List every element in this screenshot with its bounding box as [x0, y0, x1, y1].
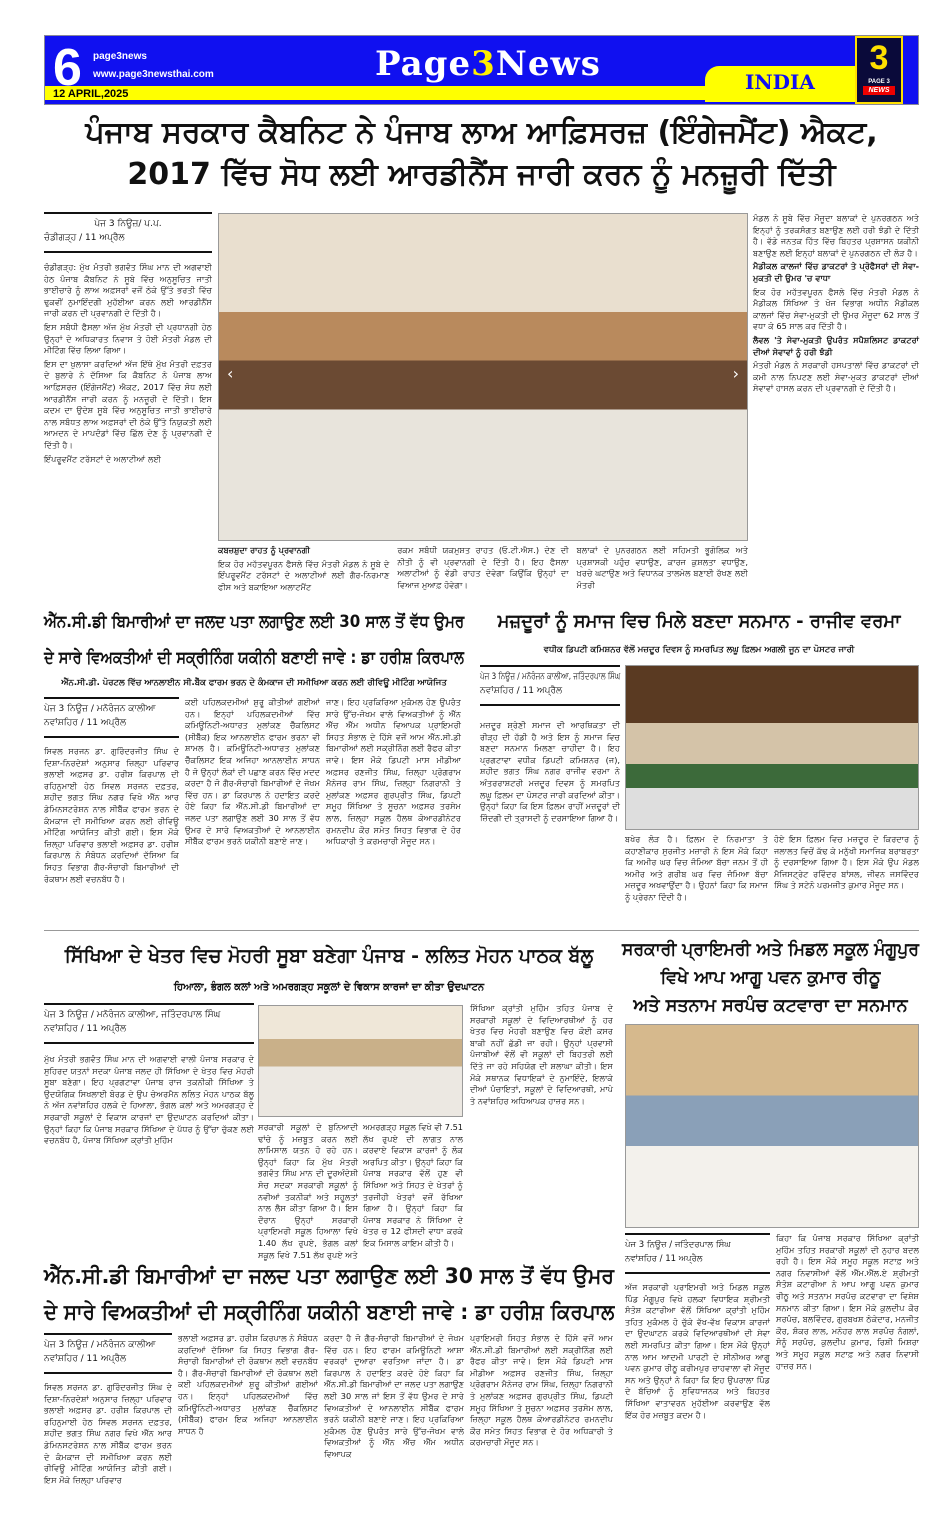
social-handle: page3news [93, 51, 147, 62]
article1-left-column: ਚੰਡੀਗੜ੍ਹ: ਮੁੱਖ ਮੰਤਰੀ ਭਗਵੰਤ ਸਿੰਘ ਮਾਨ ਦੀ ਅਗਵਾਈ ਹੇਠ ਪੰਜਾਬ ਕੈਬਨਿਟ ਨੇ ਸੂਬੇ ਵਿੱਚ ਅਨੁਸੂਚਿਤ ਜਾਤੀ ਭਾਈਚਾਰੇ ਨੂੰ ਲਾਅ ਅਫ਼ਸਰਾਂ ਵਜੋਂ ਠੇਕੇ ਉੱਤੇ ਭਰਤੀ ਵਿੱਚ ਢੁਕਵੀਂ ਨੁਮਾਇੰਦਗੀ ਮੁਹੱਈਆ ਕਰਨ ਲਈ ਆਰਡੀਨੈਂਸ ਜਾਰੀ ਕਰਨ ਦੀ ਪ੍ਰਵਾਨਗੀ ਦੇ ਦਿੱਤੀ ਹੈ। ਇਸ ਸਬੰਧੀ ਫੈਸਲਾ ਅੱਜ ਮੁੱਖ ਮੰਤਰੀ ਦੀ ਪ੍ਰਧਾਨਗੀ ਹੇਠ ਉਨ੍ਹਾਂ ਦੇ ਅਧਿਕਾਰਤ ਨਿਵਾਸ ਤੇ ਹੋਈ ਮੰਤਰੀ ਮੰਡਲ ਦੀ ਮੀਟਿੰਗ ਵਿੱਚ ਲਿਆ ਗਿਆ। ਇਸ ਦਾ ਖੁਲਾਸਾ ਕਰਦਿਆਂ ਅੱਜ ਇੱਥੇ ਮੁੱਖ ਮੰਤਰੀ ਦਫ਼ਤਰ ਦੇ ਬੁਲਾਰੇ ਨੇ ਦੱਸਿਆ ਕਿ ਕੈਬਨਿਟ ਨੇ ਪੰਜਾਬ ਲਾਅ ਆਫ਼ਿਸਰਜ਼ (ਇੰਗੇਜਮੈਂਟ) ਐਕਟ, 2017 ਵਿੱਚ ਸੋਧ ਲਈ ਆਰਡੀਨੈਂਸ ਜਾਰੀ ਕਰਨ ਨੂੰ ਮਨਜ਼ੂਰੀ ਦੇ ਦਿੱਤੀ। ਇਸ ਕਦਮ ਦਾ ਉਦੇਸ਼ ਸੂਬੇ ਵਿੱਚ ਅਨੁਸੂਚਿਤ ਜਾਤੀ ਭਾਈਚਾਰੇ ਨਾਲ ਸਬੰਧਤ ਲਾਅ ਅਫ਼ਸਰਾਂ ਦੀ ਠੇਕੇ ਉੱਤੇ ਨਿਯੁਕਤੀ ਲਈ ਆਮਦਨ ਦੇ ਮਾਪਦੰਡਾਂ ਵਿੱਚ ਛਿੱਲ ਦੇਣ ਨੂੰ ਪ੍ਰਵਾਨਗੀ ਦੇ ਦਿੱਤੀ ਹੈ। ਇੰਪਰੂਵਮੈਂਟ ਟਰੱਸਟਾਂ ਦੇ ਅਲਾਟੀਆਂ ਲਈ [44, 262, 212, 464]
carousel-prev-icon[interactable]: ‹ [227, 364, 234, 383]
page3-logo-badge: 3 PAGE 3 NEWS [855, 36, 903, 104]
article4-column-4: ਸਿੱਖਿਆ ਕ੍ਰਾਂਤੀ ਮੁਹਿੰਮ ਤਹਿਤ ਪੰਜਾਬ ਦੇ ਸਰਕਾਰੀ ਸਕੂਲਾਂ ਦੇ ਵਿਦਿਆਰਥੀਆਂ ਨੂੰ ਹਰ ਖੇਤਰ ਵਿਚ ਮੋਹਰੀ ਬਣਾਉਣ ਵਿਚ ਕੋਈ ਕਸਰ ਬਾਕੀ ਨਹੀਂ ਛੱਡੀ ਜਾ ਰਹੀ। ਉਨ੍ਹਾਂ ਪ੍ਰਵਾਸੀ ਪੰਜਾਬੀਆਂ ਵੱਲੋਂ ਵੀ ਸਕੂਲਾਂ ਦੀ ਬਿਹਤਰੀ ਲਈ ਦਿੱਤੇ ਜਾ ਰਹੇ ਸਹਿਯੋਗ ਦੀ ਸ਼ਲਾਘਾ ਕੀਤੀ। ਇਸ ਮੌਕੇ ਸਥਾਨਕ ਵਿਧਾਇਕਾਂ ਦੇ ਨੁਮਾਇੰਦੇ, ਇਲਾਕੇ ਦੀਆਂ ਪੰਚਾਇਤਾਂ, ਸਕੂਲਾਂ ਦੇ ਵਿਦਿਆਰਥੀ, ਮਾਪੇ ਤੇ ਨਵਾਂਸ਼ਹਿਰ ਅਧਿਆਪਕ ਹਾਜ਼ਰ ਸਨ। [470, 1003, 613, 1106]
article6-column-2: ਭਲਾਈ ਅਫ਼ਸਰ ਡਾ. ਹਰੀਸ਼ ਕਿਰਪਾਲ ਨੇ ਸੰਬੋਧਨ ਕਰਦਿਆਂ ਦੱਸਿਆ ਕਿ ਸਿਹਤ ਵਿਭਾਗ ਗੈਰ-ਸੰਚਾਰੀ ਬਿਮਾਰੀਆਂ ਦੀ ਰੋਕਥਾਮ ਲਈ ਵਚਨਬੱਧ ਹੈ। ਗੈਰ-ਸੰਚਾਰੀ ਬਿਮਾਰੀਆਂ ਦੀ ਰੋਕਥਾਮ ਲਈ ਕਈ ਪਹਿਲਕਦਮੀਆਂ ਸ਼ੁਰੂ ਕੀਤੀਆਂ ਗਈਆਂ ਹਨ। ਇਨ੍ਹਾਂ ਪਹਿਲਕਦਮੀਆਂ ਵਿੱਚ ਕਮਿਊਨਿਟੀ-ਅਧਾਰਤ ਮੁਲਾਂਕਣ ਚੈੱਕਲਿਸਟ (ਸੀਬੈੱਕ) ਫਾਰਮ ਇਕ ਅਜਿਹਾ ਆਨਲਾਈਨ ਸਾਧਨ ਹੈ [178, 1333, 318, 1436]
cabinet-meeting-photo [218, 213, 748, 541]
school-inauguration-photo [258, 1005, 463, 1117]
article2-column-3: ਜਾਣ। ਇਹ ਪ੍ਰਕਿਰਿਆ ਮੁਕੰਮਲ ਹੋਣ ਉਪਰੰਤ ਸਾਰੇ ਉੱਚ-ਜੋਖਮ ਵਾਲੇ ਵਿਅਕਤੀਆਂ ਨੂੰ ਐੱਨ ਐੱਚ ਐੱਮ ਅਧੀਨ ਵਿਆਪਕ ਪ੍ਰਾਇਮਰੀ ਸਿਹਤ ਸੰਭਾਲ ਦੇ ਹਿੱਸੇ ਵਜੋਂ ਆਮ ਐੱਨ.ਸੀ.ਡੀ ਬਿਮਾਰੀਆਂ ਲਈ ਸਕ੍ਰੀਨਿੰਗ ਲਈ ਰੈਫਰ ਕੀਤਾ ਜਾਵੇ। ਇਸ ਮੌਕੇ ਡਿਪਟੀ ਮਾਸ ਮੀਡੀਆ ਅਫ਼ਸਰ ਰਣਜੀਤ ਸਿੰਘ, ਜ਼ਿਲ੍ਹਾ ਪ੍ਰੋਗਰਾਮ ਮੈਨੇਜਰ ਰਾਮ ਸਿੰਘ, ਜ਼ਿਲ੍ਹਾ ਨਿਗਰਾਨੀ ਤੇ ਮੁਲਾਂਕਣ ਅਫ਼ਸਰ ਗੁਰਪ੍ਰੀਤ ਸਿੰਘ, ਡਿਪਟੀ ਸਮੂਹ ਸਿੱਖਿਆ ਤੇ ਸੂਚਨਾ ਅਫ਼ਸਰ ਤਰਸੇਮ ਲਾਲ, ਜ਼ਿਲ੍ਹਾ ਸਕੂਲ ਹੈਲਥ ਕੋਆਰਡੀਨੇਟਰ ਰਮਨਦੀਪ ਕੌਰ ਸਮੇਤ ਸਿਹਤ ਵਿਭਾਗ ਦੇ ਹੋਰ ਅਧਿਕਾਰੀ ਤੇ ਕਰਮਚਾਰੀ ਮੌਜੂਦ ਸਨ। [326, 697, 461, 847]
article4-column-2: ਸਰਕਾਰੀ ਸਕੂਲਾਂ ਦੇ ਬੁਨਿਆਦੀ ਢਾਂਚੇ ਨੂੰ ਮਜ਼ਬੂਤ ਕਰਨ ਲਈ ਲਾਮਿਸਾਲ ਯਤਨ ਹੋ ਰਹੇ ਹਨ। ਉਨ੍ਹਾਂ ਕਿਹਾ ਕਿ ਮੁੱਖ ਮੰਤਰੀ ਭਗਵੰਤ ਸਿੰਘ ਮਾਨ ਦੀ ਦੂਰਅੰਦੇਸ਼ੀ ਸੋਚ ਸਦਕਾ ਸਰਕਾਰੀ ਸਕੂਲਾਂ ਨੂੰ ਨਵੀਆਂ ਤਕਨੀਕਾਂ ਅਤੇ ਸਹੂਲਤਾਂ ਨਾਲ ਲੈਸ ਕੀਤਾ ਗਿਆ ਹੈ। ਇਸ ਦੌਰਾਨ ਉਨ੍ਹਾਂ ਸਰਕਾਰੀ ਪ੍ਰਾਇਮਰੀ ਸਕੂਲ ਹਿਆਲਾ ਵਿਖੇ 1.40 ਲੱਖ ਰੁਪਏ, ਭੰਗਲ ਕਲਾਂ ਸਕੂਲ ਵਿਖੇ 7.51 ਲੱਖ ਰੁਪਏ ਅਤੇ [258, 1122, 358, 1260]
article6-column-1: ਸਿਵਲ ਸਰਜਨ ਡਾ. ਗੁਰਿੰਦਰਜੀਤ ਸਿੰਘ ਦੇ ਦਿਸ਼ਾ-ਨਿਰਦੇਸ਼ਾਂ ਅਨੁਸਾਰ ਜ਼ਿਲ੍ਹਾ ਪਰਿਵਾਰ ਭਲਾਈ ਅਫ਼ਸਰ ਡਾ. ਹਰੀਸ਼ ਕਿਰਪਾਲ ਦੀ ਰਹਿਨੁਮਾਈ ਹੇਠ ਸਿਵਲ ਸਰਜਨ ਦਫ਼ਤਰ, ਸ਼ਹੀਦ ਭਗਤ ਸਿੰਘ ਨਗਰ ਵਿਖੇ ਐੱਨ ਆਰ ਡੇਮਿਨਸਟਰੇਸ਼ਨ ਨਾਲ ਸੀਬੈੱਕ ਫਾਰਮ ਭਰਨ ਦੇ ਕੰਮਕਾਜ ਦੀ ਸਮੀਖਿਆ ਕਰਨ ਲਈ ਰੀਵਿਊ ਮੀਟਿੰਗ ਆਯੋਜਿਤ ਕੀਤੀ ਗਈ। ਇਸ ਮੌਕੇ ਜ਼ਿਲ੍ਹਾ ਪਰਿਵਾਰ [44, 1382, 172, 1485]
newspaper-logo: Page3News [375, 44, 601, 84]
article6-headline: ਐੱਨ.ਸੀ.ਡੀ ਬਿਮਾਰੀਆਂ ਦਾ ਜਲਦ ਪਤਾ ਲਗਾਉਣ ਲਈ 30 ਸਾਲ ਤੋਂ ਵੱਧ ਉਮਰ ਦੇ ਸਾਰੇ ਵਿਅਕਤੀਆਂ ਦੀ ਸਕ੍ਰੀਨਿੰਗ ਯਕੀਨੀ ਬਣਾਈ ਜਾਵੇ : ਡਾ ਹਰੀਸ਼ ਕਿਰਪਾਲ [44, 1264, 615, 1324]
article3-column-1: ਮਜ਼ਦੂਰ ਸ਼੍ਰੇਣੀ ਸਮਾਜ ਦੀ ਆਰਥਿਕਤਾ ਦੀ ਰੀੜ੍ਹ ਦੀ ਹੱਡੀ ਹੈ ਅਤੇ ਇਸ ਨੂੰ ਸਮਾਜ ਵਿਚ ਬਣਦਾ ਸਨਮਾਨ ਮਿਲਣਾ ਚਾਹੀਦਾ ਹੈ। ਇਹ ਪ੍ਰਗਟਾਵਾ ਵਧੀਕ ਡਿਪਟੀ ਕਮਿਸ਼ਨਰ (ਜ), ਸ਼ਹੀਦ ਭਗਤ ਸਿੰਘ ਨਗਰ ਰਾਜੀਵ ਵਰਮਾ ਨੇ ਅੰਤਰਰਾਸ਼ਟਰੀ ਮਜ਼ਦੂਰ ਦਿਵਸ ਨੂੰ ਸਮਰਪਿਤ ਲਘੂ ਫ਼ਿਲਮ ਦਾ ਪੋਸਟਰ ਜਾਰੀ ਕਰਦਿਆਂ ਕੀਤਾ। ਉਨ੍ਹਾਂ ਕਿਹਾ ਕਿ ਇਸ ਫ਼ਿਲਮ ਰਾਹੀਂ ਮਜ਼ਦੂਰਾਂ ਦੀ ਜ਼ਿੰਦਗੀ ਦੀ ਤ੍ਰਾਸਦੀ ਨੂੰ ਦਰਸਾਇਆ ਗਿਆ ਹੈ। [480, 720, 620, 823]
article5-column-1: ਅੱਜ ਸਰਕਾਰੀ ਪ੍ਰਾਇਮਰੀ ਅਤੇ ਮਿਡਲ ਸਕੂਲ ਪਿੰਡ ਮੰਗੂਪੁਰ ਵਿਖੇ ਹਲਕਾ ਵਿਧਾਇਕ ਸ਼੍ਰੀਮਤੀ ਸੰਤੋਸ਼ ਕਟਾਰੀਆ ਵੱਲੋਂ ਸਿੱਖਿਆ ਕ੍ਰਾਂਤੀ ਮੁਹਿੰਮ ਤਹਿਤ ਮੁਕੰਮਲ ਹੋ ਚੁੱਕੇ ਵੱਖ-ਵੱਖ ਵਿਕਾਸ ਕਾਰਜਾਂ ਦਾ ਉਦਘਾਟਨ ਕਰਕੇ ਵਿਦਿਆਰਥੀਆਂ ਦੀ ਸੇਵਾ ਲਈ ਸਮਰਪਿਤ ਕੀਤਾ ਗਿਆ। ਇਸ ਮੌਕੇ ਉਨ੍ਹਾਂ ਨਾਲ ਆਮ ਆਦਮੀ ਪਾਰਟੀ ਦੇ ਸੀਨੀਅਰ ਆਗੂ ਪਵਨ ਕੁਮਾਰ ਰੀਠੂ ਕਰੀਮਪੁਰ ਚਾਹਵਾਲਾ ਵੀ ਮੌਜੂਦ ਸਨ ਅਤੇ ਉਨ੍ਹਾਂ ਨੇ ਕਿਹਾ ਕਿ ਇਹ ਉਪਰਾਲਾ ਪਿੰਡ ਦੇ ਬੱਚਿਆਂ ਨੂੰ ਸੁਵਿਧਾਜਨਕ ਅਤੇ ਬਿਹਤਰ ਸਿੱਖਿਆ ਵਾਤਾਵਰਨ ਮੁਹੱਈਆ ਕਰਵਾਉਣ ਵੱਲ ਇੱਕ ਹੋਰ ਮਜ਼ਬੂਤ ਕਦਮ ਹੈ। [625, 1282, 770, 1420]
article2-byline: ਪੇਜ 3 ਨਿਊਜ਼ / ਮਨੋਰੰਜਨ ਕਾਲੀਆ ਨਵਾਂਸ਼ਹਿਰ / 11 ਅਪ੍ਰੈਲ [44, 697, 179, 738]
website-link[interactable]: www.page3newsthai.com [93, 69, 214, 80]
article4-byline: ਪੇਜ 3 ਨਿਊਜ਼ / ਮਨੋਰੰਜਨ ਕਾਲੀਆ, ਜਤਿੰਦਰਪਾਲ ਸਿੰਘ ਨਵਾਂਸ਼ਹਿਰ / 11 ਅਪ੍ਰੈਲ [44, 1003, 254, 1044]
article4-column-3: ਅਮਰਗੜ੍ਹ ਸਕੂਲ ਵਿਖੇ ਵੀ 7.51 ਲੱਖ ਰੁਪਏ ਦੀ ਲਾਗਤ ਨਾਲ ਕਰਵਾਏ ਵਿਕਾਸ ਕਾਰਜਾਂ ਨੂੰ ਲੋਕ ਅਰਪਿਤ ਕੀਤਾ। ਉਨ੍ਹਾਂ ਕਿਹਾ ਕਿ ਪੰਜਾਬ ਸਰਕਾਰ ਵੱਲੋਂ ਹੁਣ ਵੀ ਸਿੱਖਿਆ ਅਤੇ ਸਿਹਤ ਦੇ ਖੇਤਰਾਂ ਨੂੰ ਤਰਜੀਹੀ ਖੇਤਰਾਂ ਵਜੋਂ ਰੱਖਿਆ ਗਿਆ ਹੈ। ਉਨ੍ਹਾਂ ਕਿਹਾ ਕਿ ਪੰਜਾਬ ਸਰਕਾਰ ਨੇ ਸਿੱਖਿਆ ਦੇ ਖੇਤਰ ਚ 12 ਫੀਸਦੀ ਵਾਧਾ ਕਰਕੇ ਇਕ ਮਿਸਾਲ ਕਾਇਮ ਕੀਤੀ ਹੈ। [363, 1122, 463, 1248]
article5-headline: ਸਰਕਾਰੀ ਪ੍ਰਾਇਮਰੀ ਅਤੇ ਮਿਡਲ ਸਕੂਲ ਮੰਗੂਪੁਰ ਵਿਖੇ ਆਪ ਆਗੂ ਪਵਨ ਕੁਮਾਰ ਰੀਠੂ ਅਤੇ ਸਤਨਾਮ ਸਰਪੰਚ ਕਟਵਾਰਾ ਦਾ ਸਨਮਾਨ [622, 940, 919, 1016]
article4-column-1: ਮੁੱਖ ਮੰਤਰੀ ਭਗਵੰਤ ਸਿੰਘ ਮਾਨ ਦੀ ਅਗਵਾਈ ਵਾਲੀ ਪੰਜਾਬ ਸਰਕਾਰ ਦੇ ਸੁਹਿਰਦ ਯਤਨਾਂ ਸਦਕਾ ਪੰਜਾਬ ਜਲਦ ਹੀ ਸਿੱਖਿਆ ਦੇ ਖੇਤਰ ਵਿਚ ਮੋਹਰੀ ਸੂਬਾ ਬਣੇਗਾ। ਇਹ ਪ੍ਰਗਟਾਵਾ ਪੰਜਾਬ ਰਾਜ ਤਕਨੀਕੀ ਸਿੱਖਿਆ ਤੇ ਉਦਯੋਗਿਕ ਸਿਖਲਾਈ ਬੋਰਡ ਦੇ ਉਪ ਚੇਅਰਮੈਨ ਲਲਿਤ ਮੋਹਨ ਪਾਠਕ ਬੱਲੂ ਨੇ ਅੱਜ ਨਵਾਂਸ਼ਹਿਰ ਹਲਕੇ ਦੇ ਹਿਆਲਾ, ਭੰਗਲ ਕਲਾਂ ਅਤੇ ਅਮਰਗੜ੍ਹ ਦੇ ਸਰਕਾਰੀ ਸਕੂਲਾਂ ਦੇ ਵਿਕਾਸ ਕਾਰਜਾਂ ਦਾ ਉਦਘਾਟਨ ਕਰਦਿਆਂ ਕੀਤਾ। ਉਨ੍ਹਾਂ ਕਿਹਾ ਕਿ ਪੰਜਾਬ ਸਰਕਾਰ ਸਿੱਖਿਆ ਦੇ ਪੱਧਰ ਨੂੰ ਉੱਚਾ ਚੁੱਕਣ ਲਈ ਵਚਨਬੱਧ ਹੈ, ਪੰਜਾਬ ਸਿੱਖਿਆ ਕ੍ਰਾਂਤੀ ਮੁਹਿੰਮ [44, 1054, 254, 1146]
article1-headline: ਪੰਜਾਬ ਸਰਕਾਰ ਕੈਬਨਿਟ ਨੇ ਪੰਜਾਬ ਲਾਅ ਆਫ਼ਿਸਰਜ਼ (ਇੰਗੇਜਮੈਂਟ) ਐਕਟ, 2017 ਵਿੱਚ ਸੋਧ ਲਈ ਆਰਡੀਨੈਂਸ ਜਾਰੀ ਕਰਨ ਨੂੰ ਮਨਜ਼ੂਰੀ ਦਿੱਤੀ [85, 115, 878, 192]
school-honour-photo [625, 1024, 919, 1228]
article1-photo-captions: ਕਬਜ਼ਸ਼ੁਦਾ ਰਾਹਤ ਨੂੰ ਪ੍ਰਵਾਨਗੀ ਇਕ ਹੋਰ ਮਹੱਤਵਪੂਰਨ ਫੈਸਲੇ ਵਿੱਚ ਮੰਤਰੀ ਮੰਡਲ ਨੇ ਸੂਬੇ ਦੇ ਇੰਪਰੂਵਮੈਂਟ ਟਰੱਸਟਾਂ ਦੇ ਅਲਾਟੀਆਂ ਲਈ ਗੈਰ-ਨਿਰਮਾਣ ਫੀਸ ਅਤੇ ਬਕਾਇਆ ਅਲਾਟਮੈਂਟ ਰਕਮ ਸਬੰਧੀ ਯਕਮੁਸ਼ਤ ਰਾਹਤ (ਓ.ਟੀ.ਐਸ.) ਦੇਣ ਦੀ ਨੀਤੀ ਨੂੰ ਵੀ ਪ੍ਰਵਾਨਗੀ ਦੇ ਦਿੱਤੀ ਹੈ। ਇਹ ਫੈਸਲਾ ਅਲਾਟੀਆਂ ਨੂੰ ਵੱਡੀ ਰਾਹਤ ਦੇਵੇਗਾ ਕਿਉਂਕਿ ਉਨ੍ਹਾਂ ਦਾ ਵਿਆਜ ਮੁਆਫ਼ ਹੋਵੇਗਾ। ਬਲਾਕਾਂ ਦੇ ਪੁਨਰਗਠਨ ਲਈ ਸਹਿਮਤੀ ਭੂਗੋਲਿਕ ਅਤੇ ਪ੍ਰਸ਼ਾਸਕੀ ਪਹੁੰਚ ਵਧਾਉਣ, ਕਾਰਜ ਕੁਸ਼ਲਤਾ ਵਧਾਉਣ, ਖ਼ਰਚੇ ਘਟਾਉਣ ਅਤੇ ਵਿਧਾਨਕ ਤਾਲਮੇਲ ਬਣਾਈ ਰੱਖਣ ਲਈ ਮੰਤਰੀ [218, 545, 748, 592]
article2-column-1: ਸਿਵਲ ਸਰਜਨ ਡਾ. ਗੁਰਿੰਦਰਜੀਤ ਸਿੰਘ ਦੇ ਦਿਸ਼ਾ-ਨਿਰਦੇਸ਼ਾਂ ਅਨੁਸਾਰ ਜ਼ਿਲ੍ਹਾ ਪਰਿਵਾਰ ਭਲਾਈ ਅਫ਼ਸਰ ਡਾ. ਹਰੀਸ਼ ਕਿਰਪਾਲ ਦੀ ਰਹਿਨੁਮਾਈ ਹੇਠ ਸਿਵਲ ਸਰਜਨ ਦਫ਼ਤਰ, ਸ਼ਹੀਦ ਭਗਤ ਸਿੰਘ ਨਗਰ ਵਿਖੇ ਐੱਨ ਆਰ ਡੇਮਿਨਸਟਰੇਸ਼ਨ ਨਾਲ ਸੀਬੈੱਕ ਫਾਰਮ ਭਰਨ ਦੇ ਕੰਮਕਾਜ ਦੀ ਸਮੀਖਿਆ ਕਰਨ ਲਈ ਰੀਵਿਊ ਮੀਟਿੰਗ ਆਯੋਜਿਤ ਕੀਤੀ ਗਈ। ਇਸ ਮੌਕੇ ਜ਼ਿਲ੍ਹਾ ਪਰਿਵਾਰ ਭਲਾਈ ਅਫ਼ਸਰ ਡਾ. ਹਰੀਸ਼ ਕਿਰਪਾਲ ਨੇ ਸੰਬੋਧਨ ਕਰਦਿਆਂ ਦੱਸਿਆ ਕਿ ਸਿਹਤ ਵਿਭਾਗ ਗੈਰ-ਸੰਚਾਰੀ ਬਿਮਾਰੀਆਂ ਦੀ ਰੋਕਥਾਮ ਲਈ ਵਚਨਬੱਧ ਹੈ। [44, 746, 179, 884]
issue-date: 12 APRIL,2025 [53, 88, 129, 100]
article1-right-column: ਮੰਡਲ ਨੇ ਸੂਬੇ ਵਿੱਚ ਮੌਜੂਦਾ ਬਲਾਕਾਂ ਦੇ ਪੁਨਰਗਠਨ ਅਤੇ ਇਨ੍ਹਾਂ ਨੂੰ ਤਰਕਸੰਗਤ ਬਣਾਉਣ ਲਈ ਹਰੀ ਝੰਡੀ ਦੇ ਦਿੱਤੀ ਹੈ। ਵੱਡੇ ਜਨਤਕ ਹਿੱਤ ਵਿੱਚ ਬਿਹਤਰ ਪ੍ਰਸ਼ਾਸਨ ਯਕੀਨੀ ਬਣਾਉਣ ਲਈ ਇਨ੍ਹਾਂ ਬਲਾਕਾਂ ਦੇ ਪੁਨਰਗਠਨ ਦੀ ਲੋੜ ਹੈ। ਮੈਡੀਕਲ ਕਾਲਜਾਂ ਵਿੱਚ ਡਾਕਟਰਾਂ ਤੇ ਪ੍ਰੋਫੈਸਰਾਂ ਦੀ ਸੇਵਾ-ਮੁਕਤੀ ਦੀ ਉਮਰ 'ਚ ਵਾਧਾ ਇਕ ਹੋਰ ਮਹੱਤਵਪੂਰਨ ਫੈਸਲੇ ਵਿੱਚ ਮੰਤਰੀ ਮੰਡਲ ਨੇ ਮੈਡੀਕਲ ਸਿੱਖਿਆ ਤੇ ਖੋਜ ਵਿਭਾਗ ਅਧੀਨ ਮੈਡੀਕਲ ਕਾਲਜਾਂ ਵਿੱਚ ਸੇਵਾ-ਮੁਕਤੀ ਦੀ ਉਮਰ ਮੌਜੂਦਾ 62 ਸਾਲ ਤੋਂ ਵਧਾ ਕੇ 65 ਸਾਲ ਕਰ ਦਿੱਤੀ ਹੈ। ਲੈਵਲ 'ਤੇ ਸੇਵਾ-ਮੁਕਤੀ ਉਪਰੰਤ ਸਪੈਸ਼ਲਿਸਟ ਡਾਕਟਰਾਂ ਦੀਆਂ ਸੇਵਾਵਾਂ ਨੂੰ ਹਰੀ ਝੰਡੀ ਮੰਤਰੀ ਮੰਡਲ ਨੇ ਸਰਕਾਰੀ ਹਸਪਤਾਲਾਂ ਵਿੱਚ ਡਾਕਟਰਾਂ ਦੀ ਕਮੀ ਨਾਲ ਨਿਪਟਣ ਲਈ ਸੇਵਾ-ਮੁਕਤ ਡਾਕਟਰਾਂ ਦੀਆਂ ਸੇਵਾਵਾਂ ਹਾਸਲ ਕਰਨ ਦੀ ਪ੍ਰਵਾਨਗੀ ਦੇ ਦਿੱਤੀ ਹੈ। [753, 213, 919, 394]
article6-column-3: ਕਰਦਾ ਹੈ ਜੋ ਗੈਰ-ਸੰਚਾਰੀ ਬਿਮਾਰੀਆਂ ਦੇ ਜੋਖਮ ਵਿੱਚ ਹਨ। ਇਹ ਫਾਰਮ ਕਮਿਊਨਿਟੀ ਆਸ਼ਾ ਵਰਕਰਾਂ ਦੁਆਰਾ ਵਰਤਿਆ ਜਾਂਦਾ ਹੈ। ਡਾ ਕਿਰਪਾਲ ਨੇ ਹਦਾਇਤ ਕਰਦੇ ਹੋਏ ਕਿਹਾ ਕਿ ਐੱਨ.ਸੀ.ਡੀ ਬਿਮਾਰੀਆਂ ਦਾ ਜਲਦ ਪਤਾ ਲਗਾਉਣ ਲਈ 30 ਸਾਲ ਜਾਂ ਇਸ ਤੋਂ ਵੱਧ ਉਮਰ ਦੇ ਸਾਰੇ ਵਿਅਕਤੀਆਂ ਦੇ ਆਨਲਾਈਨ ਸੀਬੈੱਕ ਫਾਰਮ ਭਰਨੇ ਯਕੀਨੀ ਬਣਾਏ ਜਾਣ। ਇਹ ਪ੍ਰਕਿਰਿਆ ਮੁਕੰਮਲ ਹੋਣ ਉਪਰੰਤ ਸਾਰੇ ਉੱਚ-ਜੋਖਮ ਵਾਲੇ ਵਿਅਕਤੀਆਂ ਨੂੰ ਐੱਨ ਐੱਚ ਐੱਮ ਅਧੀਨ ਵਿਆਪਕ [324, 1333, 464, 1459]
carousel-next-icon[interactable]: › [732, 364, 739, 383]
article6-byline: ਪੇਜ 3 ਨਿਊਜ਼ / ਮਨੋਰੰਜਨ ਕਾਲੀਆ ਨਵਾਂਸ਼ਹਿਰ / 11 ਅਪ੍ਰੈਲ [44, 1333, 172, 1374]
article3-column-2: ਬਖੇਰ ਲੋੜ ਹੈ। ਫ਼ਿਲਮ ਦੇ ਨਿਰਮਾਤਾ ਤੇ ਕਹਾਣੀਕਾਰ ਸੁਰਜੀਤ ਮਜ਼ਾਰੀ ਨੇ ਇਸ ਮੌਕੇ ਕਿਹਾ ਕਿ ਅਮੀਰ ਘਰ ਵਿਚ ਜੰਮਿਆ ਬੱਚਾ ਜਨਮ ਤੋਂ ਹੀ ਅਮੀਰ ਅਤੇ ਗਰੀਬ ਘਰ ਵਿਚ ਜੰਮਿਆ ਬੱਚਾ ਮਜ਼ਦੂਰ ਅਖਵਾਉਂਦਾ ਹੈ। ਉਹਨਾਂ ਕਿਹਾ ਕਿ ਸਮਾਜ ਨੂੰ ਪ੍ਰੇਰਨਾ ਦਿੰਦੀ ਹੈ। [625, 834, 768, 902]
article4-headline: ਸਿੱਖਿਆ ਦੇ ਖੇਤਰ ਵਿਚ ਮੋਹਰੀ ਸੂਬਾ ਬਣੇਗਾ ਪੰਜਾਬ - ਲਲਿਤ ਮੋਹਨ ਪਾਠਕ ਬੱਲੂ [64, 945, 594, 967]
page-number: 6 [53, 39, 82, 97]
article3-headline: ਮਜ਼ਦੂਰਾਂ ਨੂੰ ਸਮਾਜ ਵਿਚ ਮਿਲੇ ਬਣਦਾ ਸਨਮਾਨ - ਰਾਜੀਵ ਵਰਮਾ [497, 611, 901, 632]
article4-subheadline: ਹਿਆਲਾ, ਭੰਗਲ ਕਲਾਂ ਅਤੇ ਅਮਰਗੜ੍ਹ ਸਕੂਲਾਂ ਦੇ ਵਿਕਾਸ ਕਾਰਜਾਂ ਦਾ ਕੀਤਾ ਉਦਘਾਟਨ [173, 982, 485, 993]
article3-byline: ਪੇਜ 3 ਨਿਊਜ਼ / ਮਨੋਰੰਜਨ ਕਾਲੀਆ, ਜਤਿੰਦਰਪਾਲ ਸਿੰਘ ਨਵਾਂਸ਼ਹਿਰ / 11 ਅਪ੍ਰੈਲ [480, 665, 620, 706]
article2-headline: ਐੱਨ.ਸੀ.ਡੀ ਬਿਮਾਰੀਆਂ ਦਾ ਜਲਦ ਪਤਾ ਲਗਾਉਣ ਲਈ 30 ਸਾਲ ਤੋਂ ਵੱਧ ਉਮਰ ਦੇ ਸਾਰੇ ਵਿਅਕਤੀਆਂ ਦੀ ਸਕ੍ਰੀਨਿੰਗ ਯਕੀਨੀ ਬਣਾਈ ਜਾਵੇ : ਡਾ ਹਰੀਸ਼ ਕਿਰਪਾਲ [44, 612, 465, 668]
article1-byline: ਪੇਜ 3 ਨਿਊਜ਼/ ਪ.ਪ. ਚੰਡੀਗੜ੍ਹ / 11 ਅਪ੍ਰੈਲ [44, 212, 212, 253]
article5-column-2: ਕਿਹਾ ਕਿ ਪੰਜਾਬ ਸਰਕਾਰ ਸਿੱਖਿਆ ਕ੍ਰਾਂਤੀ ਮੁਹਿੰਮ ਤਹਿਤ ਸਰਕਾਰੀ ਸਕੂਲਾਂ ਦੀ ਨੁਹਾਰ ਬਦਲ ਰਹੀ ਹੈ। ਇਸ ਮੌਕੇ ਸਮੂਹ ਸਕੂਲ ਸਟਾਫ਼ ਅਤੇ ਨਗਰ ਨਿਵਾਸੀਆਂ ਵੱਲੋਂ ਐੱਮ.ਐੱਲ.ਏ ਸ਼੍ਰੀਮਤੀ ਸੰਤੋਸ਼ ਕਟਾਰੀਆ ਨੇ ਆਪ ਆਗੂ ਪਵਨ ਕੁਮਾਰ ਰੀਠੂ ਅਤੇ ਸਤਨਾਮ ਸਰਪੰਚ ਕਟਵਾਰਾ ਦਾ ਵਿਸ਼ੇਸ਼ ਸਨਮਾਨ ਕੀਤਾ ਗਿਆ। ਇਸ ਮੌਕੇ ਕੁਲਦੀਪ ਕੌਰ ਸਰਪੰਚ, ਬਲਵਿੰਦਰ, ਗੁਰਬਖਸ਼ ਠੇਕੇਦਾਰ, ਮਨਜੀਤ ਕੌਰ, ਸ਼ੰਕਰ ਲਾਲ, ਮਨੋਹਰ ਲਾਲ ਸਰਪੰਚ ਨੰਗਲਾਂ, ਸੋਨੂੰ ਸਰਪੰਚ, ਕੁਲਦੀਪ ਕੁਮਾਰ, ਰਿਸ਼ੀ ਮਿਸ਼ਰਾ ਅਤੇ ਸਮੂਹ ਸਕੂਲ ਸਟਾਫ਼ ਅਤੇ ਨਗਰ ਨਿਵਾਸੀ ਹਾਜ਼ਰ ਸਨ। [776, 1233, 919, 1371]
section-divider [44, 930, 919, 931]
article3-column-3: ਹੋਏ ਇਸ ਫ਼ਿਲਮ ਵਿਚ ਮਜ਼ਦੂਰ ਦੇ ਕਿਰਦਾਰ ਨੂੰ ਜਲਾਲਤ ਵਿਚੋਂ ਕੱਢ ਕੇ ਮਨੁੱਖੀ ਸਮਾਜਿਕ ਬਰਾਬਰਤਾ ਨੂੰ ਦਰਸਾਇਆ ਗਿਆ ਹੈ। ਇਸ ਮੌਕੇ ਉਪ ਮੰਡਲ ਮੈਜਿਸਟ੍ਰੇਟ ਰਵਿੰਦਰ ਬਾਂਸਲ, ਜੀਵਨ ਜਸਵਿੰਦਰ ਸਿੰਘ ਤੇ ਸਟੇਨੋ ਪਰਮਜੀਤ ਕੁਮਾਰ ਮੌਜੂਦ ਸਨ। [774, 834, 919, 891]
masthead [44, 35, 919, 105]
date-strip [45, 86, 705, 100]
article6-column-4: ਪ੍ਰਾਇਮਰੀ ਸਿਹਤ ਸੰਭਾਲ ਦੇ ਹਿੱਸੇ ਵਜੋਂ ਆਮ ਐੱਨ.ਸੀ.ਡੀ ਬਿਮਾਰੀਆਂ ਲਈ ਸਕ੍ਰੀਨਿੰਗ ਲਈ ਰੈਫਰ ਕੀਤਾ ਜਾਵੇ। ਇਸ ਮੌਕੇ ਡਿਪਟੀ ਮਾਸ ਮੀਡੀਆ ਅਫ਼ਸਰ ਰਣਜੀਤ ਸਿੰਘ, ਜ਼ਿਲ੍ਹਾ ਪ੍ਰੋਗਰਾਮ ਮੈਨੇਜਰ ਰਾਮ ਸਿੰਘ, ਜ਼ਿਲ੍ਹਾ ਨਿਗਰਾਨੀ ਤੇ ਮੁਲਾਂਕਣ ਅਫ਼ਸਰ ਗੁਰਪ੍ਰੀਤ ਸਿੰਘ, ਡਿਪਟੀ ਸਮੂਹ ਸਿੱਖਿਆ ਤੇ ਸੂਚਨਾ ਅਫ਼ਸਰ ਤਰਸੇਮ ਲਾਲ, ਜ਼ਿਲ੍ਹਾ ਸਕੂਲ ਹੈਲਥ ਕੋਆਰਡੀਨੇਟਰ ਰਮਨਦੀਪ ਕੌਰ ਸਮੇਤ ਸਿਹਤ ਵਿਭਾਗ ਦੇ ਹੋਰ ਅਧਿਕਾਰੀ ਤੇ ਕਰਮਚਾਰੀ ਮੌਜੂਦ ਸਨ। [470, 1333, 613, 1448]
article5-byline: ਪੇਜ 3 ਨਿਊਜ਼ / ਜਤਿੰਦਰਪਾਲ ਸਿੰਘ ਨਵਾਂਸ਼ਹਿਰ / 11 ਅਪ੍ਰੈਲ [625, 1233, 770, 1274]
article2-subheadline: ਐੱਨ.ਸੀ.ਡੀ. ਪੋਰਟਲ ਵਿੱਚ ਆਨਲਾਈਨ ਸੀ.ਬੈੱਕ ਫਾਰਮ ਭਰਨ ਦੇ ਕੰਮਕਾਜ ਦੀ ਸਮੀਖਿਆ ਕਰਨ ਲਈ ਰੀਵਿਊ ਮੀਟਿੰਗ ਆਯੋਜਿਤ [61, 678, 447, 688]
article2-column-2: ਕਈ ਪਹਿਲਕਦਮੀਆਂ ਸ਼ੁਰੂ ਕੀਤੀਆਂ ਗਈਆਂ ਹਨ। ਇਨ੍ਹਾਂ ਪਹਿਲਕਦਮੀਆਂ ਵਿੱਚ ਕਮਿਊਨਿਟੀ-ਅਧਾਰਤ ਮੁਲਾਂਕਣ ਚੈੱਕਲਿਸਟ (ਸੀਬੈੱਕ) ਇਕ ਆਨਲਾਈਨ ਫਾਰਮ ਭਰਨਾ ਵੀ ਸ਼ਾਮਲ ਹੈ। ਕਮਿਊਨਿਟੀ-ਅਧਾਰਤ ਮੁਲਾਂਕਣ ਚੈੱਕਲਿਸਟ ਇਕ ਅਜਿਹਾ ਆਨਲਾਈਨ ਸਾਧਨ ਹੈ ਜੋ ਉਨ੍ਹਾਂ ਲੋਕਾਂ ਦੀ ਪਛਾਣ ਕਰਨ ਵਿੱਚ ਮਦਦ ਕਰਦਾ ਹੈ ਜੋ ਗੈਰ-ਸੰਚਾਰੀ ਬਿਮਾਰੀਆਂ ਦੇ ਜੋਖਮ ਵਿੱਚ ਹਨ। ਡਾ ਕਿਰਪਾਲ ਨੇ ਹਦਾਇਤ ਕਰਦੇ ਹੋਏ ਕਿਹਾ ਕਿ ਐੱਨ.ਸੀ.ਡੀ ਬਿਮਾਰੀਆਂ ਦਾ ਜਲਦ ਪਤਾ ਲਗਾਉਣ ਲਈ 30 ਸਾਲ ਤੋਂ ਵੱਧ ਉਮਰ ਦੇ ਸਾਰੇ ਵਿਅਕਤੀਆਂ ਦੇ ਆਨਲਾਈਨ ਸੀਬੈੱਕ ਫਾਰਮ ਭਰਨੇ ਯਕੀਨੀ ਬਣਾਏ ਜਾਣ। [185, 697, 320, 847]
edition-label: INDIA [745, 70, 815, 94]
article3-subheadline: ਵਧੀਕ ਡਿਪਟੀ ਕਮਿਸ਼ਨਰ ਵੱਲੋਂ ਮਜ਼ਦੂਰ ਦਿਵਸ ਨੂੰ ਸਮਰਪਿਤ ਲਘੂ ਫ਼ਿਲਮ ਅਗਲੀ ਜੂਨ ਦਾ ਪੋਸਟਰ ਜਾਰੀ [543, 645, 855, 655]
poster-release-photo [625, 665, 919, 830]
